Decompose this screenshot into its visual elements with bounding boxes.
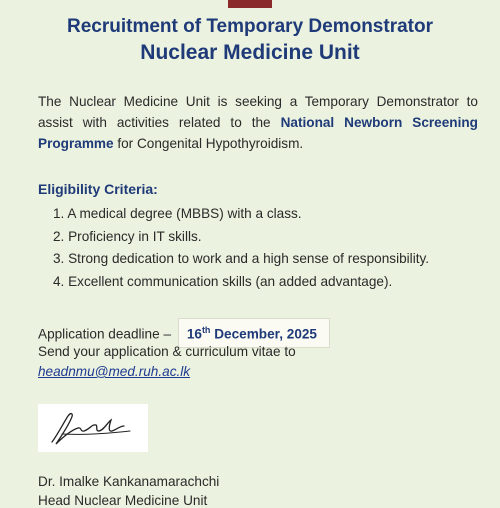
eligibility-list (53, 203, 429, 293)
deadline-label: Application deadline – (38, 326, 172, 342)
deadline-month-year: December, 2025 (210, 326, 317, 342)
top-decoration (228, 0, 272, 8)
unit-title: Nuclear Medicine Unit (140, 41, 360, 64)
signature-image (38, 404, 148, 452)
email-link[interactable]: headnmu@med.ruh.ac.lk (38, 364, 191, 379)
handwritten-signature (38, 404, 148, 452)
eligibility-heading: Eligibility Criteria: (38, 181, 158, 197)
criterion-item: 2. Proficiency in IT skills. (53, 228, 202, 244)
signer-title: Head Nuclear Medicine Unit (38, 493, 208, 508)
criterion-item: 1. A medical degree (MBBS) with a class. (53, 206, 302, 221)
deadline-day: 16 (186, 326, 202, 342)
deadline-suffix: th (201, 325, 211, 335)
send-instruction: Send your application & curriculum vitae to (38, 344, 296, 359)
intro-text-end: for Congenital Hypothyroidism. (113, 136, 304, 151)
intro-text-start: The Nuclear Medicine Unit is seeking a Temporary Demonstrator to assist with activities related to the (38, 94, 478, 130)
intro-paragraph (38, 91, 478, 154)
programme-name: National Newborn Screening Programme (38, 115, 478, 151)
criterion-item: 4. Excellent communication skills (an added advantage). (53, 273, 393, 289)
notice-title: Recruitment of Temporary Demonstrator (67, 16, 433, 37)
signer-name: Dr. Imalke Kankanamarachchi (38, 474, 220, 489)
criterion-item: 3. Strong dedication to work and a high sense of responsibility. (53, 251, 430, 266)
